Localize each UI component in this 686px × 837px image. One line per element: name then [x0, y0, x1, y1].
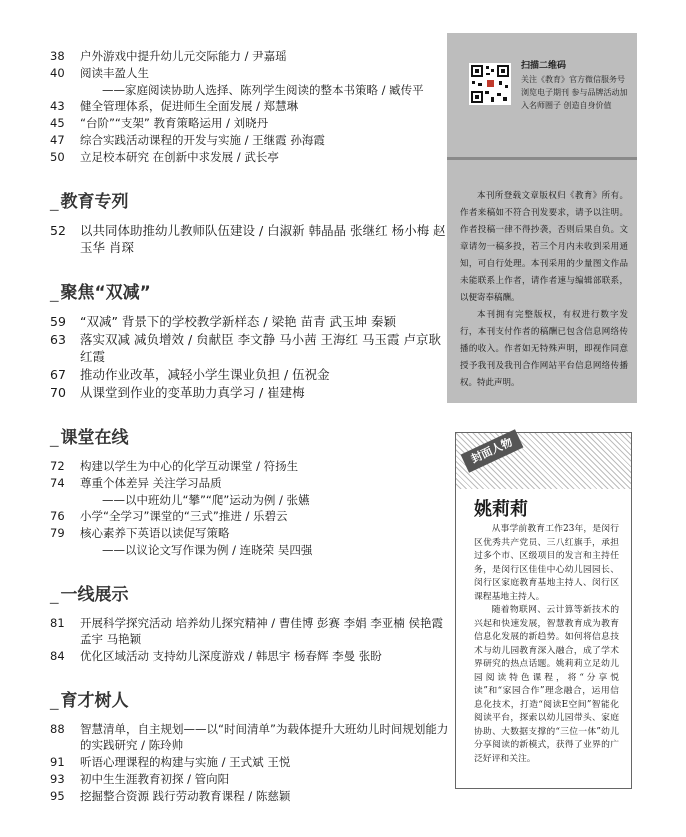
toc-entry[interactable]	[50, 222, 450, 256]
cover-person-box	[455, 432, 632, 789]
article-title: 听语心理课程的构建与实施 / 王式斌 王悦	[80, 755, 291, 769]
article-title: 优化区域活动 支持幼儿深度游戏 / 韩思宇 杨春辉 李曼 张盼	[80, 649, 382, 663]
section-heading: _ 聚焦“双减”	[50, 283, 151, 303]
article-title: 初中生生涯教育初探 / 管向阳	[80, 772, 230, 786]
article-title: 以共同体助推幼儿教师队伍建设 / 白淑新 韩晶晶 张继红 杨小梅 赵玉华 肖琛	[80, 223, 446, 255]
divider	[447, 157, 637, 160]
page-number: 50	[50, 150, 65, 164]
page-number: 67	[50, 367, 66, 382]
article-title: 小学“全学习”课堂的“三式”推进 / 乐碧云	[80, 509, 288, 523]
section-heading: _ 教育专列	[50, 192, 129, 212]
article-title: 尊重个体差异 关注学习品质	[80, 476, 222, 490]
article-title: “台阶”“支架” 教育策略运用 / 刘晓丹	[80, 116, 269, 130]
article-title: 综合实践活动课程的开发与实施 / 王继霞 孙海霞	[80, 133, 325, 147]
page-number: 72	[50, 459, 65, 473]
page-number: 95	[50, 789, 65, 803]
sidebar-panel	[447, 33, 637, 403]
article-title: 落实双减 减负增效 / 贠献臣 李文静 马小茜 王海红 马玉霞 卢京耿红霞	[80, 332, 441, 364]
toc-entry[interactable]	[50, 48, 450, 64]
page-number: 70	[50, 385, 66, 400]
section-heading: _ 一线展示	[50, 585, 129, 605]
page-number: 76	[50, 509, 65, 523]
toc-entry[interactable]	[50, 525, 450, 541]
toc-entry[interactable]	[50, 788, 450, 804]
cover-person-tag: 封面人物	[461, 429, 524, 472]
page-number: 43	[50, 99, 65, 113]
page-number: 79	[50, 526, 65, 540]
qr-description: 关注《教育》官方微信服务号浏览电子期刊 参与品牌活动加入名师圈子 创造自身价值	[521, 75, 628, 110]
article-title: 挖掘整合资源 践行劳动教育课程 / 陈慈颖	[80, 789, 291, 803]
page-number: 45	[50, 116, 65, 130]
page-number: 47	[50, 133, 65, 147]
toc-entry[interactable]	[50, 615, 450, 647]
toc-entry[interactable]	[50, 313, 450, 330]
qr-title: 扫描二维码	[521, 61, 567, 71]
toc-entry[interactable]	[50, 115, 450, 131]
toc-entry[interactable]	[50, 98, 450, 114]
article-title: 开展科学探究活动 培养幼儿探究精神 / 曹佳博 彭赛 李娟 李亚楠 侯艳霞 孟宇 马艳颖	[80, 616, 443, 646]
qr-info	[521, 59, 631, 112]
toc-entry[interactable]	[50, 384, 450, 401]
section-heading: _ 育才树人	[50, 691, 129, 711]
toc-entry[interactable]	[50, 721, 450, 753]
toc-entry[interactable]	[50, 475, 450, 491]
article-subtitle: ——家庭阅读协助人选择、陈列学生阅读的整本书策略 / 臧传平	[102, 83, 424, 97]
toc-entry[interactable]	[50, 508, 450, 524]
copyright-paragraph: 本刊所登载文章版权归《教育》所有。作者来稿如不符合刊发要求，请予以注明。作者投稿一律不得抄袭，否则后果自负。文章请勿一稿多投，若三个月内未收到采用通知，可自行处理。本刊采用的少量图文作品未能联系上作者，请作者速与编辑部联系，以便寄奉稿酬。	[460, 191, 628, 303]
article-title: 立足校本研究 在创新中求发展 / 武长亭	[80, 150, 279, 164]
article-title: 核心素养下英语以读促写策略	[80, 526, 230, 540]
article-title: “双减” 背景下的学校教学新样态 / 梁艳 苗青 武玉坤 秦颖	[80, 314, 397, 329]
page-number: 88	[50, 722, 65, 736]
article-title: 推动作业改革，减轻小学生课业负担 / 伍祝金	[80, 367, 330, 382]
page-number: 59	[50, 314, 66, 329]
article-title: 阅读丰盈人生	[80, 66, 149, 80]
toc-entry[interactable]	[50, 648, 450, 664]
article-title: 从课堂到作业的变革助力真学习 / 崔建梅	[80, 385, 305, 400]
page-number: 91	[50, 755, 65, 769]
toc-entry[interactable]	[50, 754, 450, 770]
bio-paragraph: 随着物联网、云计算等新技术的兴起和快速发展，智慧教育成为教育信息化发展的新趋势。如何将信息技术与幼儿园教育深入融合，成了学术界研究的热点话题。姚莉莉立足幼儿园阅读特色课程，将“分享悦读”和“家园合作”理念融合，运用信息化技术，打造“阅读E空间”智能化阅读平台，探索以幼儿园带头、家庭协助、大数据支撑的“三位一体”幼儿分享阅读的新模式，获得了业界的广泛好评和关注。	[474, 605, 619, 764]
page-number: 74	[50, 476, 65, 490]
toc-entry[interactable]	[50, 132, 450, 148]
toc-entry[interactable]	[50, 65, 450, 81]
page-number: 52	[50, 223, 66, 238]
copyright-notice	[460, 188, 628, 392]
page-number: 81	[50, 616, 65, 630]
toc-entry[interactable]	[50, 366, 450, 383]
article-subtitle: ——以中班幼儿“攀”“爬”运动为例 / 张嬿	[102, 493, 310, 507]
article-title: 健全管理体系，促进师生全面发展 / 郑慧琳	[80, 99, 299, 113]
toc-entry[interactable]	[50, 149, 450, 165]
toc-entry[interactable]	[50, 771, 450, 787]
section-heading: _ 课堂在线	[50, 428, 129, 448]
page-number: 93	[50, 772, 65, 786]
cover-person-name: 姚莉莉	[474, 499, 528, 520]
toc-entry[interactable]	[50, 331, 450, 365]
page-number: 38	[50, 49, 65, 63]
article-subtitle: ——以议论文写作课为例 / 连晓荣 吴四强	[102, 543, 313, 557]
cover-person-bio	[474, 523, 619, 766]
article-title: 户外游戏中提升幼儿元交际能力 / 尹嘉瑶	[80, 49, 287, 63]
article-title: 构建以学生为中心的化学互动课堂 / 符扬生	[80, 459, 299, 473]
page-number: 63	[50, 332, 66, 347]
table-of-contents	[50, 48, 450, 805]
page-number: 84	[50, 649, 65, 663]
toc-top-list	[50, 48, 450, 165]
article-title: 智慧清单，自主规划——以“时间清单”为载体提升大班幼儿时间规划能力的实践研究 / 陈玲帅	[80, 722, 449, 752]
bio-paragraph: 从事学前教育工作23年，是闵行区优秀共产党员、三八红旗手，承担过多个市、区级项目的发言和主持任务，是闵行区佳佳中心幼儿园园长、闵行区家庭教育基地主持人、闵行区课程基地主持人。	[474, 524, 619, 602]
page-number: 40	[50, 66, 65, 80]
toc-entry[interactable]	[50, 458, 450, 474]
qr-code-icon[interactable]	[469, 63, 511, 105]
copyright-paragraph: 本刊拥有完整版权，有权进行数字发行，本刊支付作者的稿酬已包含信息网络传播的收入。作者如无特殊声明，即视作同意授予我刊及我刊合作网站平台信息网络传播权。特此声明。	[460, 310, 628, 388]
